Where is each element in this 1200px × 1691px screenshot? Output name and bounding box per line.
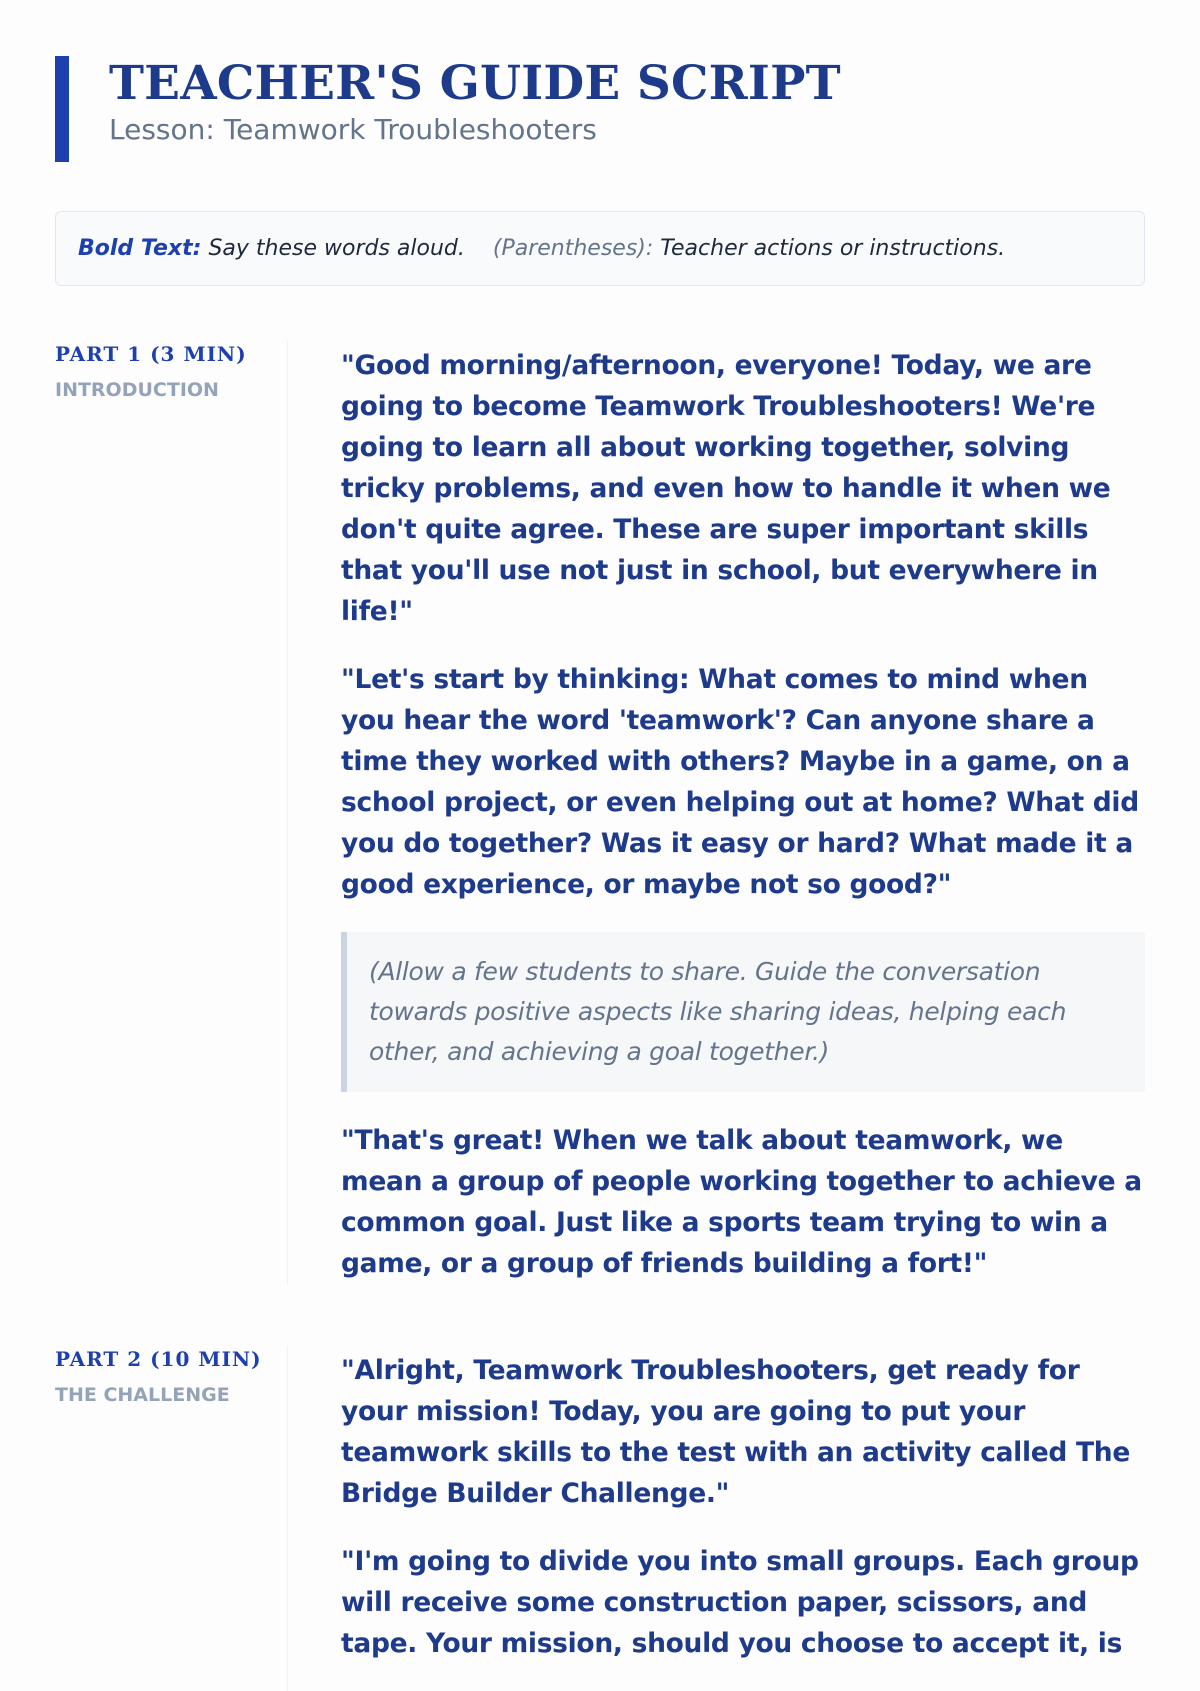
section-sidebar [55, 1346, 288, 1691]
header-accent-bar [55, 56, 69, 162]
legend-paren-desc: Teacher actions or instructions. [660, 236, 1006, 261]
section-content [288, 1346, 1145, 1691]
part-name: THE CHALLENGE [55, 1384, 230, 1406]
part-name: INTRODUCTION [55, 379, 219, 401]
spoken-paragraph: "I'm going to divide you into small groups. Each group will receive some construction paper, scissors, and tape. Your mission, should you choose to accept it, is [341, 1546, 1139, 1659]
part-label: PART 1 (3 MIN) [55, 342, 247, 366]
document-header [55, 56, 1145, 163]
document-title: TEACHER'S GUIDE SCRIPT [109, 56, 841, 111]
legend-box [55, 211, 1145, 286]
lesson-subtitle: Lesson: Teamwork Troubleshooters [109, 113, 597, 146]
section-content [288, 341, 1145, 1284]
spoken-paragraph: "Alright, Teamwork Troubleshooters, get ready for your mission! Today, you are going to put your teamwork skills to the test with an activity called The Bridge Builder Challenge." [341, 1355, 1131, 1509]
legend-bold-key: Bold Text: [78, 236, 202, 261]
section-part-2 [55, 1346, 1145, 1691]
legend-paren-key: (Parentheses): [492, 236, 654, 261]
spoken-paragraph: "Let's start by thinking: What comes to mind when you hear the word 'teamwork'? Can anyone share a time they worked with others? Maybe in a game, on a school project, or even helping out at home? What did you do together? Was it easy or hard? What made it a good experience, or maybe not so good?" [341, 664, 1139, 900]
spoken-paragraph: "That's great! When we talk about teamwork, we mean a group of people working together to achieve a common goal. Just like a sports team trying to win a game, or a group of friends building a fort!" [341, 1125, 1142, 1279]
spoken-paragraph: "Good morning/afternoon, everyone! Today, we are going to become Teamwork Troubleshooters! We're going to learn all about working together, solving tricky problems, and even how to handle it when we don't quite agree. These are super important skills that you'll use not just in school, but everywhere in life!" [341, 350, 1111, 627]
section-part-1 [55, 341, 1145, 1284]
teacher-instruction: (Allow a few students to share. Guide the conversation towards positive aspects like sharing ideas, helping each other, and achieving a goal together.) [341, 932, 1145, 1092]
section-sidebar [55, 341, 288, 1284]
part-label: PART 2 (10 MIN) [55, 1347, 262, 1371]
legend-bold-desc: Say these words aloud. [208, 236, 465, 261]
